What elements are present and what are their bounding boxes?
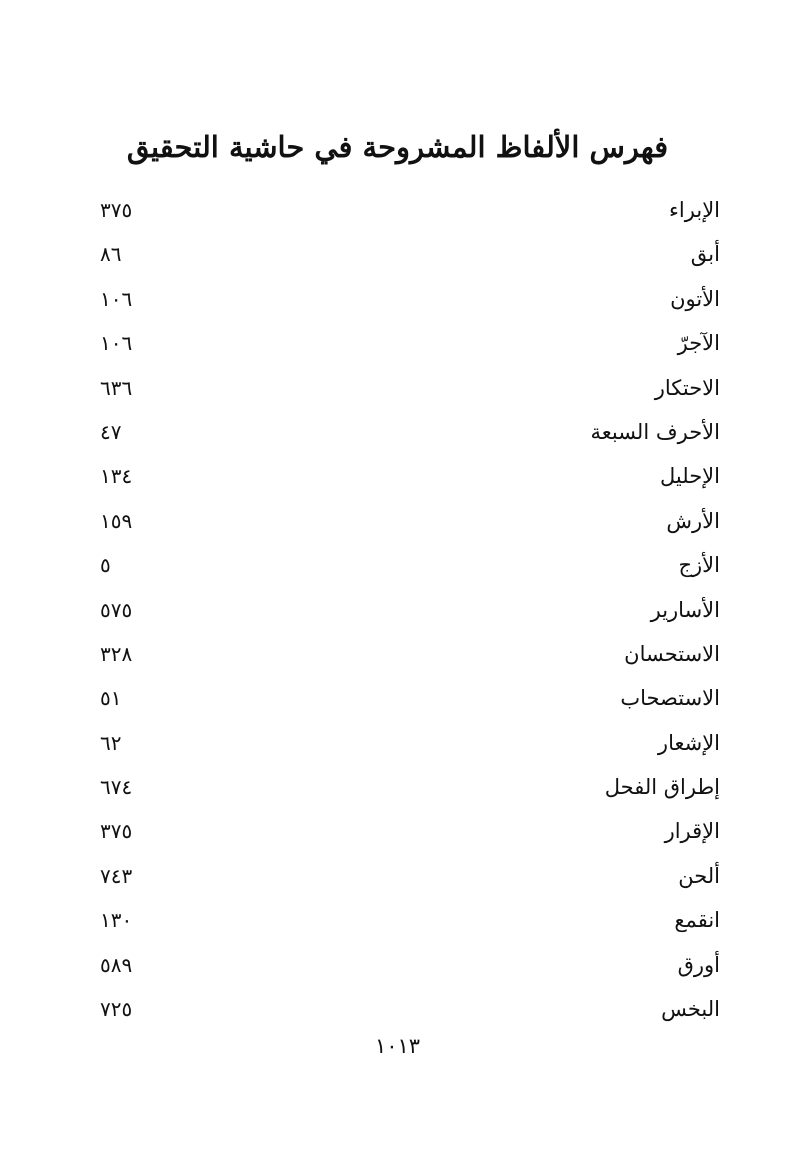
index-term: البخس [661,997,720,1022]
index-page-reference: ٦٧٤ [100,775,133,800]
index-page-reference: ١٥٩ [100,508,133,533]
index-page-reference: ٦٣٦ [100,375,133,400]
index-entry [95,991,720,1035]
index-page-reference: ٤٧ [100,419,122,444]
index-entry [95,902,720,946]
index-entry [95,725,720,769]
index-entry [95,414,720,458]
index-term: الأزج [678,553,720,578]
index-term: أبق [690,242,720,267]
index-page-reference: ١٣٠ [100,908,133,933]
index-entry [95,680,720,724]
index-entry [95,458,720,502]
index-entry [95,636,720,680]
index-page-reference: ٥٨٩ [100,952,133,977]
index-term: الأسارير [650,597,720,622]
index-term: الأتون [670,286,720,311]
index-term: الاحتكار [654,375,720,400]
index-entry [95,858,720,902]
index-term: ألحن [678,863,720,888]
index-entry [95,769,720,813]
index-term: الإبراء [669,198,720,222]
index-entry [95,325,720,369]
index-page-reference: ٦٢ [100,730,122,755]
index-page-reference: ٥٧٥ [100,597,133,622]
index-page-reference: ٣٧٥ [100,198,133,222]
index-term: الاستصحاب [620,686,720,711]
index-entry [95,947,720,991]
index-list [95,192,720,1035]
index-term: الاستحسان [624,641,720,666]
index-page-reference: ٣٧٥ [100,819,133,844]
index-term: الآجرّ [677,331,720,356]
index-term: الإحليل [660,464,720,489]
index-entry [95,236,720,280]
index-term: الإشعار [657,730,720,755]
index-entry [95,547,720,591]
index-term: الأحرف السبعة [590,419,720,444]
page-number: ١٠١٣ [374,1034,421,1058]
index-page-reference: ٥ [100,553,111,578]
index-page-reference: ٧٢٥ [100,997,133,1022]
index-entry [95,592,720,636]
page-title: فهرس الألفاظ المشروحة في حاشية التحقيق [126,130,669,165]
index-entry [95,192,720,236]
index-page-reference: ١٠٦ [100,331,133,356]
index-page-reference: ٧٤٣ [100,863,133,888]
index-entry [95,281,720,325]
index-term: الإقرار [664,819,720,844]
index-page-reference: ٥١ [100,686,122,711]
index-entry [95,370,720,414]
index-term: الأرش [666,508,720,533]
index-page-reference: ٣٢٨ [100,641,133,666]
index-term: انقمع [674,908,720,933]
index-page-reference: ١٠٦ [100,286,133,311]
index-entry [95,813,720,857]
index-page-reference: ١٣٤ [100,464,133,489]
index-page-reference: ٨٦ [100,242,122,267]
index-term: أورق [677,952,720,977]
index-entry [95,503,720,547]
index-term: إطراق الفحل [604,775,720,800]
